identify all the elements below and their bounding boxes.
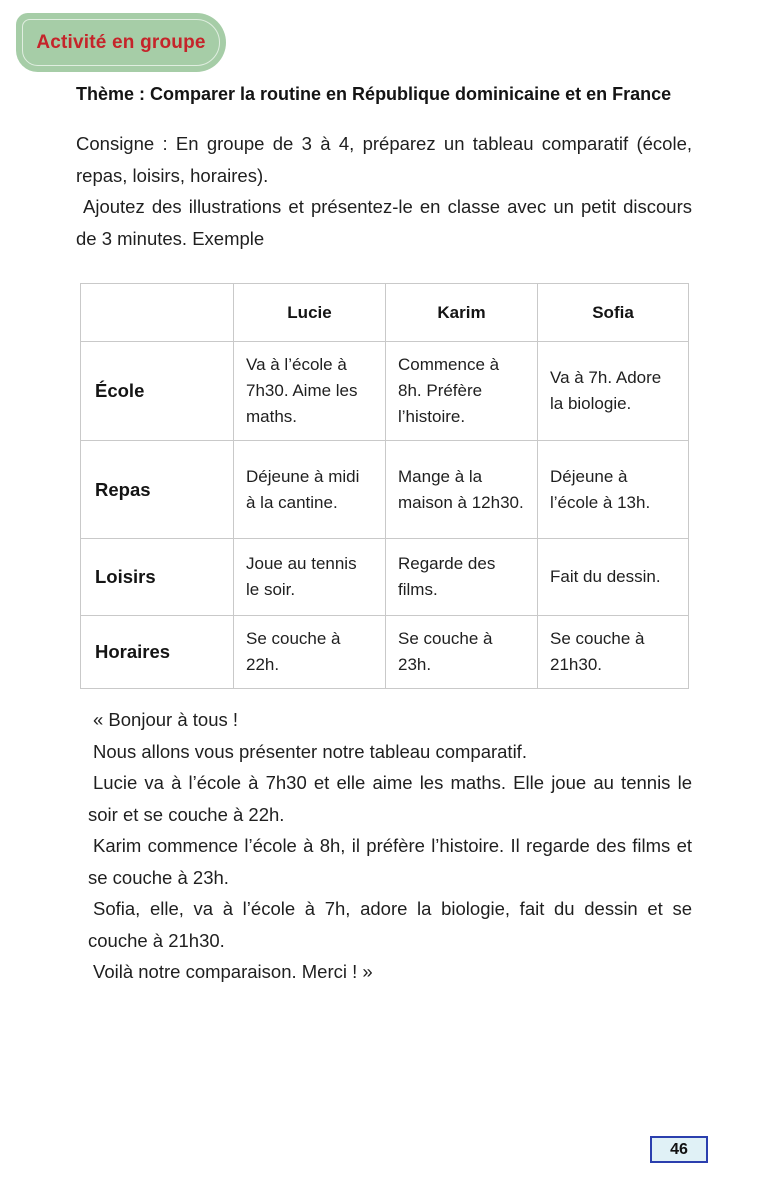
table-cell: Mange à la maison à 12h30. (386, 441, 538, 539)
table-cell: Déjeune à midi à la cantine. (234, 441, 386, 539)
corner-header-cell (81, 284, 234, 342)
dialogue-line: Voilà notre comparaison. Merci ! » (93, 961, 373, 982)
column-header-karim: Karim (386, 284, 538, 342)
dialogue-line: Lucie va à l’école à 7h30 et elle aime les maths. Elle joue au tennis le soir et se couche à 22h. (88, 772, 692, 825)
table-header-row (81, 284, 689, 342)
table-cell: Se couche à 21h30. (538, 616, 689, 689)
table-cell: Va à 7h. Adore la biologie. (538, 342, 689, 441)
activity-badge (16, 13, 226, 72)
table-cell: Déjeune à l’école à 13h. (538, 441, 689, 539)
dialogue-line: Sofia, elle, va à l’école à 7h, adore la biologie, fait du dessin et se couche à 21h30. (88, 898, 692, 951)
table-cell: Va à l’école à 7h30. Aime les maths. (234, 342, 386, 441)
column-header-lucie: Lucie (234, 284, 386, 342)
main-content (76, 84, 692, 988)
table-cell: Se couche à 23h. (386, 616, 538, 689)
table-row-ecole (81, 342, 689, 441)
column-header-sofia: Sofia (538, 284, 689, 342)
dialogue-line: « Bonjour à tous ! (93, 709, 239, 730)
table-cell: Commence à 8h. Préfère l’histoire. (386, 342, 538, 441)
dialogue-block (88, 704, 692, 988)
page-number: 46 (670, 1140, 688, 1158)
comparison-table (80, 283, 689, 689)
theme-heading: Thème : Comparer la routine en République dominicaine et en France (76, 84, 672, 104)
instructions-block (76, 128, 692, 254)
instructions-paragraph: Ajoutez des illustrations et présentez-le en classe avec un petit discours de 3 minutes. Exemple (76, 196, 692, 249)
consigne-paragraph: Consigne : En groupe de 3 à 4, préparez un tableau comparatif (école, repas, loisirs, horaires). (76, 133, 692, 186)
table-row-loisirs (81, 539, 689, 616)
table-row-repas (81, 441, 689, 539)
table-cell: Se couche à 22h. (234, 616, 386, 689)
table-row-horaires (81, 616, 689, 689)
row-label-ecole: École (81, 342, 234, 441)
row-label-horaires: Horaires (81, 616, 234, 689)
badge-label: Activité en groupe (36, 31, 206, 53)
table-cell: Regarde des films. (386, 539, 538, 616)
table-cell: Fait du dessin. (538, 539, 689, 616)
row-label-repas: Repas (81, 441, 234, 539)
row-label-loisirs: Loisirs (81, 539, 234, 616)
dialogue-line: Karim commence l’école à 8h, il préfère l’histoire. Il regarde des films et se couche à 23h. (88, 835, 692, 888)
page-number-badge (650, 1136, 708, 1163)
dialogue-line: Nous allons vous présenter notre tableau comparatif. (93, 740, 527, 762)
table-cell: Joue au tennis le soir. (234, 539, 386, 616)
